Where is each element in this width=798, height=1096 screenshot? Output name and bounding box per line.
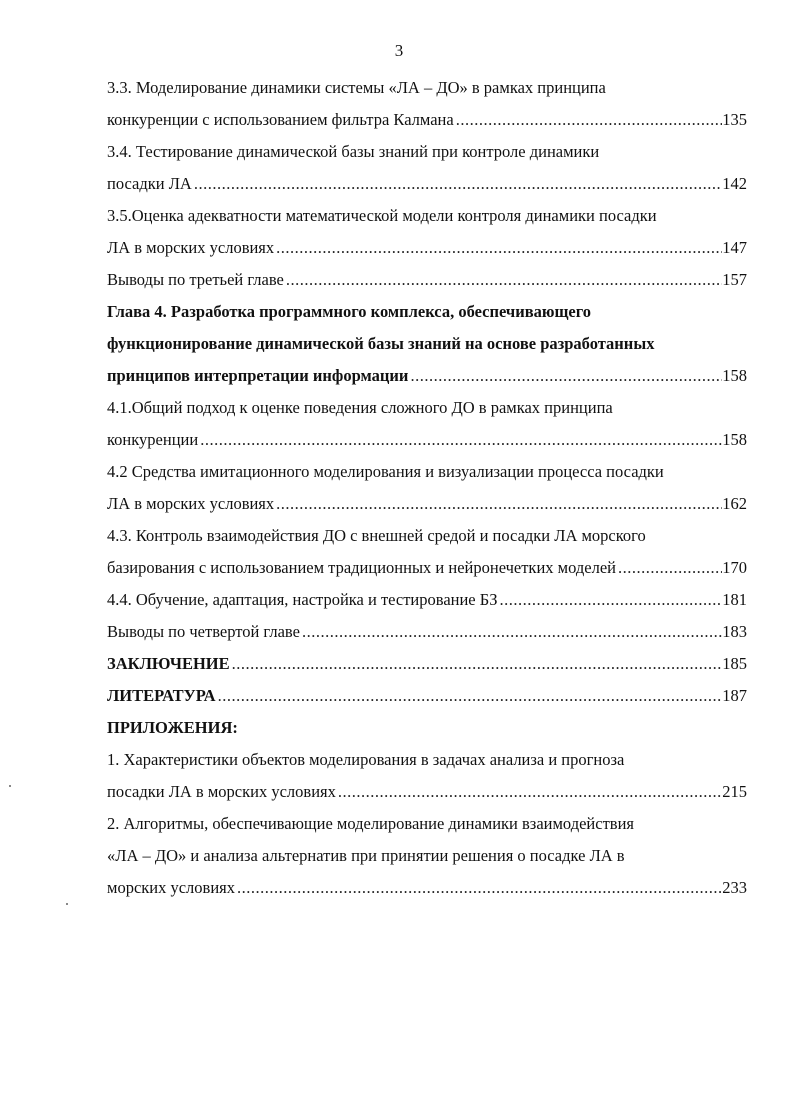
dot-leader xyxy=(300,616,722,648)
toc-entry-3-5-text: ЛА в морских условиях xyxy=(107,238,275,257)
toc-chapter-4-line-1: Глава 4. Разработка программного комплекса, обеспечивающего xyxy=(107,302,592,321)
dot-leader xyxy=(454,104,723,136)
toc-conclusions-chapter-4 xyxy=(107,616,747,648)
toc-conclusion-page: 185 xyxy=(722,654,747,673)
dot-leader xyxy=(616,552,722,584)
dot-leader xyxy=(498,584,723,616)
toc-appendix-2-page: 233 xyxy=(722,878,747,897)
dot-leader xyxy=(198,424,722,456)
toc-entry-4-1-line-2 xyxy=(107,424,747,456)
toc-entry-4-1-page: 158 xyxy=(722,430,747,449)
toc-entry-3-5-page: 147 xyxy=(722,238,747,257)
toc-entry-3-4-page: 142 xyxy=(722,174,747,193)
scan-speck xyxy=(66,903,68,905)
toc-chapter-4-page: 158 xyxy=(722,366,747,385)
toc-literature-text: ЛИТЕРАТУРА xyxy=(107,686,216,705)
toc-entry-4-3-text: базирования с использованием традиционных и нейронечетких моделей xyxy=(107,558,616,577)
toc-entry-4-2-line-2 xyxy=(107,488,747,520)
toc-entry-4-2-page: 162 xyxy=(722,494,747,513)
toc-conclusions-chapter-3-text: Выводы по третьей главе xyxy=(107,270,284,289)
toc-chapter-4-text: принципов интерпретации информации xyxy=(107,366,409,385)
toc-conclusions-chapter-4-page: 183 xyxy=(722,622,747,641)
toc-appendix-1-text: посадки ЛА в морских условиях xyxy=(107,782,336,801)
toc-chapter-4-line-3 xyxy=(107,360,747,392)
toc-entry-4-3-line-1: 4.3. Контроль взаимодействия ДО с внешней средой и посадки ЛА морского xyxy=(107,526,646,545)
dot-leader xyxy=(235,872,722,904)
dot-leader xyxy=(336,776,722,808)
dot-leader xyxy=(192,168,722,200)
dot-leader xyxy=(274,232,722,264)
toc-entry-4-4 xyxy=(107,584,747,616)
toc-entry-4-2-text: ЛА в морских условиях xyxy=(107,494,275,513)
toc-appendix-2-line-2: «ЛА – ДО» и анализа альтернатив при принятии решения о посадке ЛА в xyxy=(107,846,625,865)
toc-entry-4-3-page: 170 xyxy=(722,558,747,577)
toc-appendix-2-text: морских условиях xyxy=(107,878,236,897)
toc-literature-page: 187 xyxy=(722,686,747,705)
scan-speck xyxy=(9,785,11,787)
toc-appendix-2-line-1: 2. Алгоритмы, обеспечивающие моделирование динамики взаимодействия xyxy=(107,814,634,833)
dot-leader xyxy=(284,264,722,296)
toc-conclusions-chapter-3-page: 157 xyxy=(722,270,747,289)
dot-leader xyxy=(216,680,723,712)
toc-entry-3-4-text: посадки ЛА xyxy=(107,174,192,193)
toc-appendix-1-line-2 xyxy=(107,776,747,808)
toc-entry-4-2-line-1: 4.2 Средства имитационного моделирования и визуализации процесса посадки xyxy=(107,462,664,481)
toc-entry-4-4-text: 4.4. Обучение, адаптация, настройка и тестирование БЗ xyxy=(107,590,498,609)
table-of-contents xyxy=(107,72,747,904)
page-number: 3 xyxy=(394,41,404,60)
toc-entry-3-3-page: 135 xyxy=(722,110,747,129)
toc-conclusions-chapter-3 xyxy=(107,264,747,296)
toc-appendix-2-line-3 xyxy=(107,872,747,904)
toc-entry-3-4-line-2 xyxy=(107,168,747,200)
dot-leader xyxy=(408,360,722,392)
toc-entry-3-3-line-1: 3.3. Моделирование динамики системы «ЛА – ДО» в рамках принципа xyxy=(107,78,606,97)
toc-conclusion-text: ЗАКЛЮЧЕНИЕ xyxy=(107,654,230,673)
toc-entry-3-5-line-1: 3.5.Оценка адекватности математической модели контроля динамики посадки xyxy=(107,206,657,225)
toc-entry-4-4-page: 181 xyxy=(722,590,747,609)
toc-entry-3-3-text: конкуренции с использованием фильтра Калмана xyxy=(107,110,454,129)
toc-chapter-4-line-2: функционирование динамической базы знаний на основе разработанных xyxy=(107,334,655,353)
toc-literature xyxy=(107,680,747,712)
toc-entry-3-3-line-2 xyxy=(107,104,747,136)
toc-appendices-heading: ПРИЛОЖЕНИЯ: xyxy=(107,718,238,737)
toc-entry-4-3-line-2 xyxy=(107,552,747,584)
toc-entry-3-5-line-2 xyxy=(107,232,747,264)
toc-conclusion xyxy=(107,648,747,680)
dot-leader xyxy=(274,488,722,520)
toc-entry-3-4-line-1: 3.4. Тестирование динамической базы знаний при контроле динамики xyxy=(107,142,600,161)
toc-conclusions-chapter-4-text: Выводы по четвертой главе xyxy=(107,622,300,641)
toc-entry-4-1-line-1: 4.1.Общий подход к оценке поведения сложного ДО в рамках принципа xyxy=(107,398,613,417)
toc-entry-4-1-text: конкуренции xyxy=(107,430,199,449)
toc-appendix-1-page: 215 xyxy=(722,782,747,801)
toc-appendix-1-line-1: 1. Характеристики объектов моделирования в задачах анализа и прогноза xyxy=(107,750,625,769)
dot-leader xyxy=(230,648,723,680)
